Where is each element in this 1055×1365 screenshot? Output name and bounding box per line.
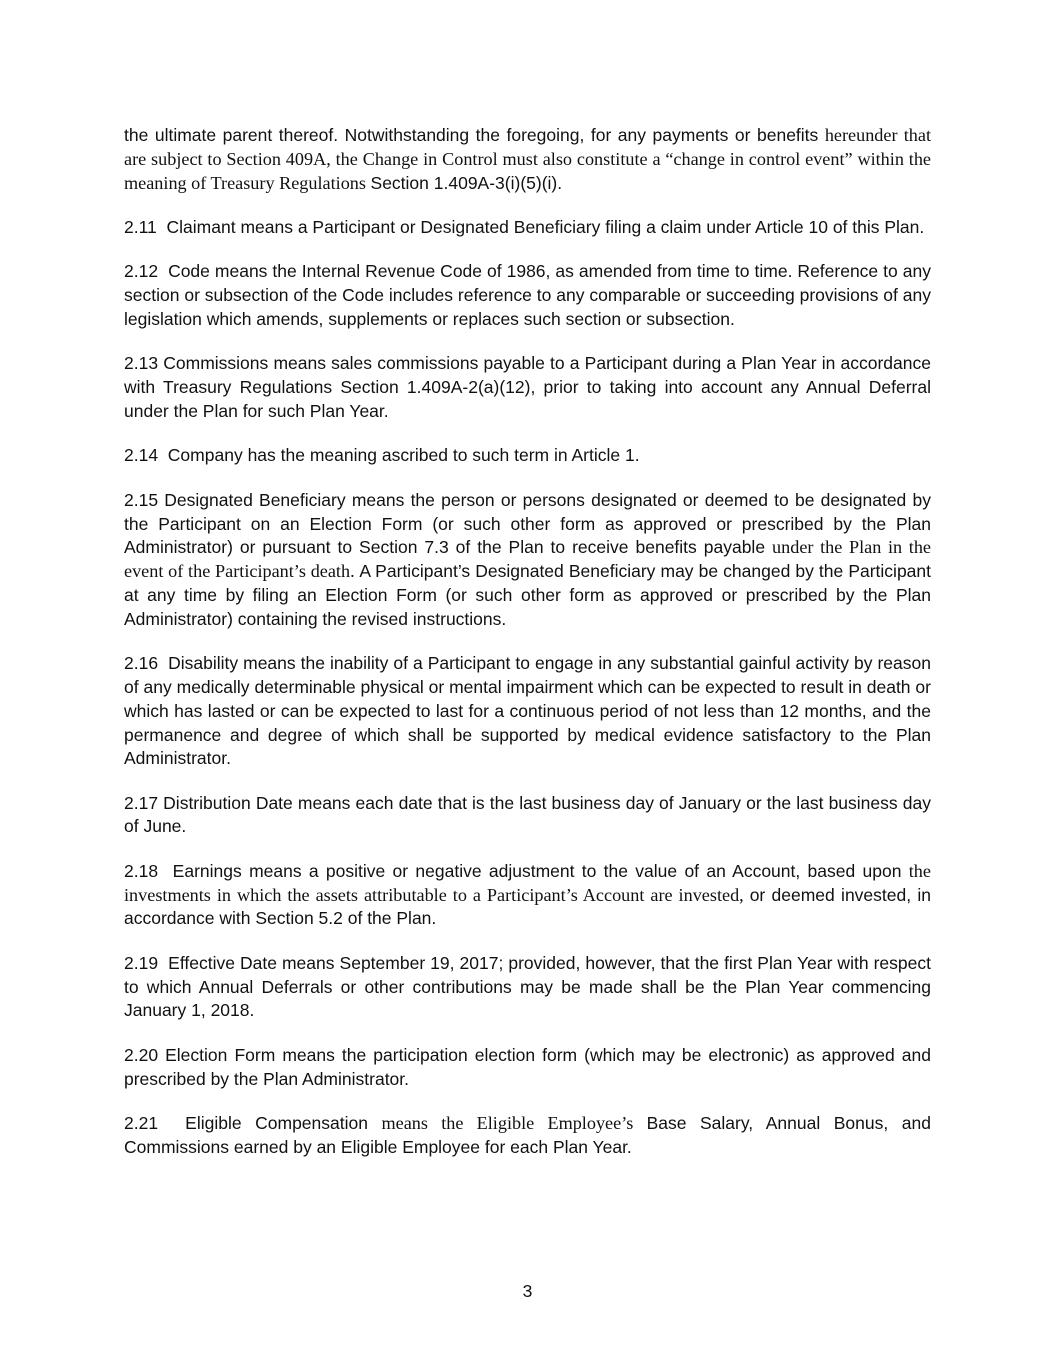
definition-number: 2.15: [124, 489, 159, 510]
document-page: [124, 124, 931, 1180]
intro-paragraph: [124, 124, 931, 195]
definition-term: Election Form: [165, 1044, 276, 1065]
definition-2-15: [124, 489, 931, 632]
definition-number: 2.16: [124, 653, 159, 674]
definition-text: means the Internal Revenue Code of 1986, as amended from time to time. Reference to any section or subsection of the Code includes reference to any comparable or succeeding provisions of any legislation which amends, supplements or replaces such section or subsection.: [124, 261, 931, 329]
definition-text-after: A Participant’s Designated Beneficiary may be changed by the Participant at any time by filing an Election Form (or such other form as approved or prescribed by the Plan Administrator) containing the revised instructions.: [124, 561, 932, 629]
definition-text: means a positive or negative adjustment to the value of an Account, based upon: [249, 860, 909, 881]
definition-2-21: [124, 1112, 931, 1160]
definition-2-13: [124, 352, 931, 423]
definition-number: 2.18: [124, 860, 159, 881]
definition-text: means September 19, 2017; provided, however, that the first Plan Year with respect to which Annual Deferrals or other contributions may be made shall be the Plan Year commencing January 1, 2018.: [124, 952, 931, 1021]
intro-text-a: the ultimate parent thereof. Notwithstanding the foregoing, for any payments or benefits: [124, 125, 825, 145]
definition-2-18: [124, 860, 931, 931]
definition-text: means the inability of a Participant to engage in any substantial gainful activity by reason of any medically determinable physical or mental impairment which can be expected to result in death or which has lasted or can be expected to last for a continuous period of not less than 12 months, and the permanence and degree of which shall be supported by medical evidence satisfactory to the Plan Administrator.: [124, 653, 931, 769]
definition-term: Company: [167, 445, 243, 466]
definition-number: 2.21: [124, 1113, 159, 1134]
definition-text: means a Participant or Designated Beneficiary filing a claim under Article 10 of this Plan.: [240, 216, 925, 237]
definition-term: Effective Date: [168, 952, 277, 973]
definition-number: 2.13: [124, 353, 159, 374]
definition-text: Base Salary, Annual Bonus, and Commissions earned by an Eligible Employee for each Plan Year.: [124, 1113, 931, 1157]
intro-text-c: Section 1.409A-3(i)(5)(i).: [370, 172, 563, 193]
definition-text: means the participation election form (which may be electronic) as approved and prescribed by the Plan Administrator.: [124, 1044, 931, 1089]
definition-text-serif: the investments in which the assets attributable to a Participant’s Account are invested,: [124, 860, 931, 905]
definition-2-11: [124, 216, 931, 240]
definition-2-17: [124, 792, 931, 840]
definition-term: Commissions: [163, 353, 269, 374]
definition-term: Designated Beneficiary: [164, 489, 346, 510]
definition-number: 2.12: [124, 261, 159, 282]
definition-2-19: [124, 952, 931, 1023]
definition-number: 2.20: [124, 1044, 159, 1065]
definition-term: Distribution Date: [163, 792, 293, 813]
definition-number: 2.14: [124, 445, 159, 466]
definition-number: 2.19: [124, 952, 159, 973]
definition-2-20: [124, 1044, 931, 1092]
definition-term: Disability: [168, 653, 239, 674]
intro-text-b: hereunder that are subject to Section 409A, the Change in Control must also constitute a “change in control event” within the meaning of Treasury Regulations: [124, 125, 931, 193]
definition-term: Code: [168, 261, 210, 282]
definition-term: Claimant: [166, 216, 236, 237]
page-number: 3: [522, 1281, 533, 1301]
definition-text: has the meaning ascribed to such term in Article 1.: [247, 445, 640, 466]
definition-text: means the person or persons designated or deemed to be designated by the Participant on an Election Form (or such other form as approved or prescribed by the Plan Administrator) or pursuant to Section 7.3 of the Plan to receive benefits payable: [124, 489, 931, 558]
definition-number: 2.17: [124, 792, 159, 813]
definition-2-12: [124, 260, 931, 331]
definition-term: Earnings: [172, 860, 242, 881]
definition-2-14: [124, 444, 931, 468]
definition-text: means sales commissions payable to a Participant during a Plan Year in accordance with Treasury Regulations Section 1.409A-2(a)(12), prior to taking into account any Annual Deferral under the Plan for such Plan Year.: [124, 353, 931, 421]
definition-2-16: [124, 652, 931, 771]
definition-term: Eligible Compensation: [185, 1113, 368, 1134]
definition-text: means each date that is the last business day of January or the last business day of June.: [124, 792, 931, 837]
definition-text-after: or deemed invested, in accordance with Section 5.2 of the Plan.: [124, 884, 932, 929]
definition-text-serif: means the Eligible Employee’s: [381, 1113, 647, 1134]
definition-number: 2.11: [124, 216, 157, 237]
definition-text-serif: under the Plan in the event of the Participant’s death.: [124, 537, 931, 582]
